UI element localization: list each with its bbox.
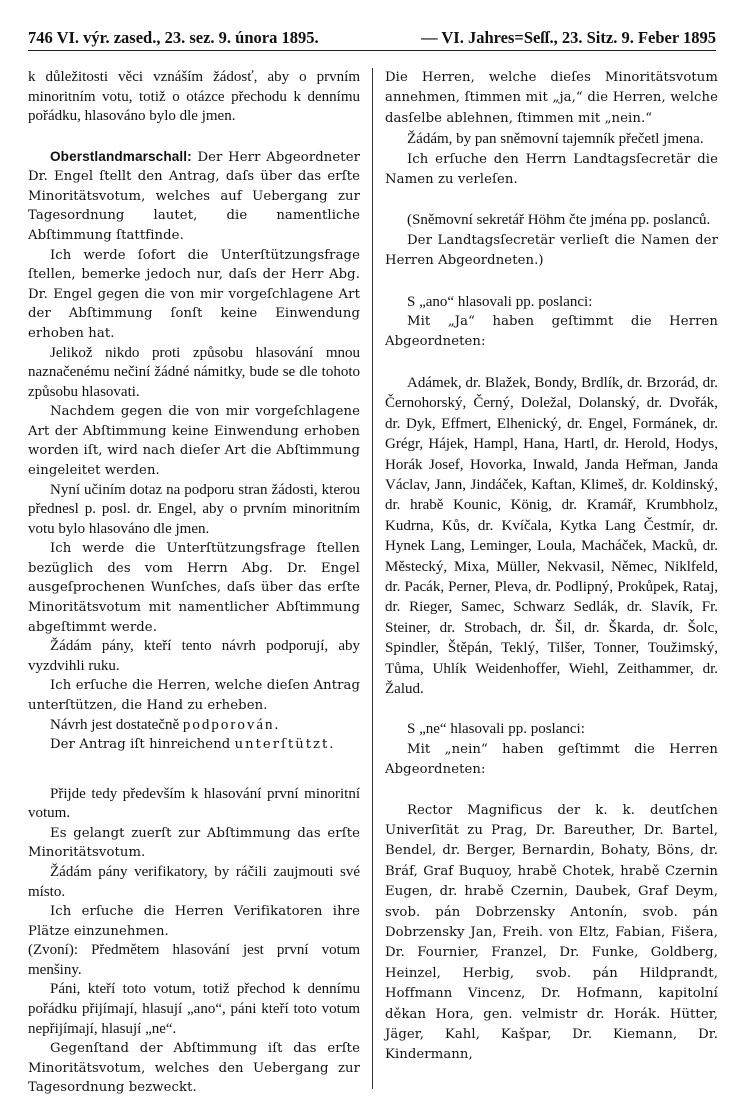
- paragraph: (Zvoní): Předmětem hlasování jest první votum menšiny.: [28, 942, 360, 978]
- name-list: Adámek, dr. Blažek, Bondy, Brdlík, dr. Brzorád, dr. Černohorský, Černý, Doležal, Dolanský, dr. Dvořák, dr. Dyk, Effmert, Elhenický, dr. Engel, Formánek, dr. Grégr, Hájek, Hampl, Hana, Hartl, dr. Herold, Hodys, Horák Josef, Hovorka, Inwald, Janda Heřman, Janda Václav, Jann, Jindáček, Kaftan, Klimeš, dr. Koldinský, dr. hrabě Kounic, König, dr. Kramář, Krumbholz, Kudrna, Kůs, dr. Kvíčala, Kytka Lang Čestmír, dr. Hynek Lang, Leminger, Loula, Macháček, Macků, dr. Městecký, Mixa, Müller, Nekvasil, Němec, Niklfeld, dr. Pacák, Perner, Pleva, dr. Podlipný, Prokůpek, Rataj, dr. Rieger, Samec, Schwarz Sedlák, dr. Slavík, Fr. Steiner, dr. Strobach, dr. Šil, dr. Škarda, dr. Šolc, Spindler, Štěpán, Teklý, Tilšer, Tonner, Toužimský, Tůma, Uhlík Weidenhoffer, Wiehl, Zeithammer, dr. Žalud.: [385, 374, 718, 697]
- vote-heading: Mit „Ja“ haben geſtimmt die Herren Abgeordneten:: [385, 314, 718, 350]
- vote-heading: S „ano“ hlasovali pp. poslanci:: [407, 293, 593, 310]
- paragraph: Ich werde die Unterſtützungsfrage ſtellen bezüglich des vom Herrn Abg. Dr. Engel ausgeſprochenen Wunſches, daſs über das erſte Minoritätsvotum mit namentlicher Abſtimmung abgeſtimmt werde.: [28, 541, 360, 635]
- left-column: [28, 68, 360, 1098]
- right-column: [385, 68, 718, 1066]
- page-header: [28, 24, 716, 51]
- paragraph: Páni, kteří toto votum, totiž přechod k dennímu pořádku přijímají, hlasují „ano“, páni kteří toto votum nepřijímají, hlasují „ne“.: [28, 981, 360, 1037]
- header-left: 746 VI. výr. zased., 23. sez. 9. února 1895.: [28, 28, 319, 47]
- paragraph: Die Herren, welche dieſes Minoritätsvotum annehmen, ſtimmen mit „ja,“ die Herren, welche dasſelbe ablehnen, ſtimmen mit „nein.“: [385, 70, 718, 126]
- vote-heading: S „ne“ hlasovali pp. poslanci:: [407, 721, 585, 738]
- speaker-label: Oberstlandmarschall:: [50, 148, 192, 164]
- column-divider: [372, 68, 373, 1089]
- paragraph: Der Landtagsſecretär verlieſt die Namen der Herren Abgeordneten.): [385, 232, 718, 269]
- paragraph: Přijde tedy především k hlasování první minoritní votum.: [28, 785, 360, 822]
- header-right: — VI. Jahres=Seſſ., 23. Sitz. 9. Feber 1895: [421, 28, 716, 47]
- paragraph: Nyní učiním dotaz na podporu stran žádosti, kterou přednesl p. posl. dr. Engel, aby o prvním minoritním votu bylo hlasováno dle jmen.: [28, 481, 360, 537]
- paragraph: Gegenſtand der Abſtimmung iſt das erſte Minoritätsvotum, welches den Uebergang zur Tagesordnung bezweckt.: [28, 1041, 360, 1096]
- paragraph: (Sněmovní sekretář Höhm čte jména pp. poslanců.: [407, 212, 711, 229]
- paragraph: Der Antrag iſt hinreichend unterſtützt.: [50, 737, 336, 753]
- paragraph: Ich erſuche den Herrn Landtagsſecretär die Namen zu verleſen.: [385, 151, 718, 188]
- paragraph: Žádám pány verifikatory, by ráčili zaujmouti své místo.: [28, 863, 360, 900]
- paragraph: Ich erſuche die Herren Verifikatoren ihre Plätze einzunehmen.: [28, 904, 360, 939]
- paragraph: Žádám, by pan sněmovní tajemník přečetl jmena.: [407, 131, 704, 148]
- paragraph: k důležitosti věci vznáším žádosť, aby o prvním minoritním votu, totiž o otázce přechodu k dennímu pořádku, hlasováno bylo dle jmen.: [28, 69, 360, 125]
- paragraph: Nachdem gegen die von mir vorgeſchlagene Art der Abſtimmung keine Einwendung erhoben worden iſt, wird nach dieſer Art die Abſtimmung eingeleitet werden.: [28, 404, 360, 478]
- paragraph: Žádám pány, kteří tento návrh podporují, aby vyzdvihli ruku.: [28, 638, 360, 674]
- paragraph: Oberstlandmarschall: Der Herr Abgeordneter Dr. Engel ſtellt den Antrag, daſs über das erſte Minoritätsvotum, welches auf Uebergang zur Tagesordnung lautet, die namentliche Abſtimmung ſtattfinde.: [28, 148, 360, 244]
- vote-heading: Mit „nein“ haben geſtimmt die Herren Abgeordneten:: [385, 741, 718, 778]
- paragraph: Jelikož nikdo proti způsobu hlasování mnou naznačenému nečiní žádné námitky, bude se dle tohoto způsobu hlasovati.: [28, 344, 360, 400]
- name-list: Rector Magnificus der k. k. deutſchen Univerſität zu Prag, Dr. Bareuther, Dr. Bartel, Bendel, dr. Berger, Bernardin, Bohaty, Böns, dr. Bráf, Graf Buquoy, hrabě Chotek, hrabě Czernin Eugen, dr. hrabě Czernin, Daubek, Graf Deym, svob. pán Dobrzensky Antonín, svob. pán Dobrzensky Jan, Freih. von Eltz, Fabian, Fišera, Dr. Fournier, Franzel, Dr. Funke, Goldberg, Heinzel, Herbig, svob. pán Hildprandt, Hoffmann Vincenz, Dr. Hofmann, kapitolní děkan Hora, gen. velmistr dr. Horák. Hütter, Jäger, Kahl, Kašpar, Dr. Kiemann, Dr. Kindermann,: [385, 802, 718, 1063]
- paragraph: Es gelangt zuerſt zur Abſtimmung das erſte Minoritätsvotum.: [28, 825, 360, 861]
- paragraph: Ich erſuche die Herren, welche dieſen Antrag unterſtützen, die Hand zu erheben.: [28, 678, 360, 713]
- paragraph: Návrh jest dostatečně podporován.: [50, 716, 281, 733]
- paragraph: Ich werde ſofort die Unterſtützungsfrage ſtellen, bemerke jedoch nur, daſs der Herr Abg. Dr. Engel gegen die von mir vorgeſchlagene Art der Abſtimmung ſonſt keine Einwendung erhoben hat.: [28, 247, 360, 341]
